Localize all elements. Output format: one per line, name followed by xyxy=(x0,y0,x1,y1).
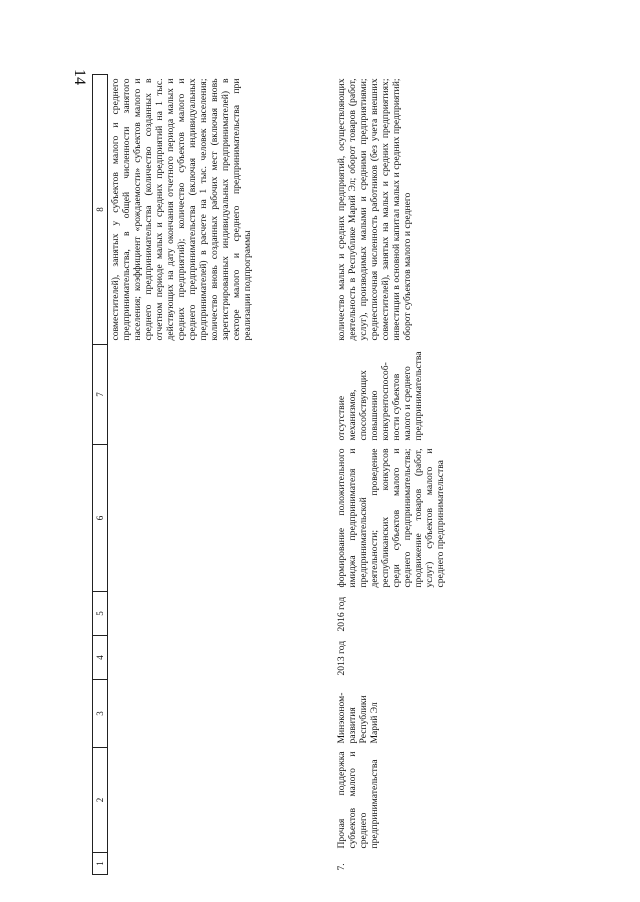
header-col-1: 1 xyxy=(93,853,108,875)
row-number: 7. xyxy=(335,863,347,871)
header-col-2: 2 xyxy=(93,748,108,853)
page-number: 14 xyxy=(71,69,88,85)
header-col-4: 4 xyxy=(93,636,108,680)
consequences: отсутствие механизмов, способствующих повышению конкурентоспособ-ности субъектов малого и среднего предпринимательства xyxy=(335,351,424,441)
table-row-7 xyxy=(330,75,590,875)
measure-name: Прочая поддержка субъектов малого и среднего предпринимательства xyxy=(335,751,380,849)
program-table xyxy=(92,74,589,875)
header-col-7: 7 xyxy=(93,345,108,445)
rotated-table-container xyxy=(92,75,589,875)
start-year: 2013 год xyxy=(335,640,347,676)
continued-indicators-cell: совместителей), занятых у субъектов малого и среднего предпринимательства, в общей численности занятого населения; коэффициент «рождаемости» субъектов малого и среднего предпринимательства (количество созданных в отчетном периоде малых и средних предприятий на 1 тыс. действующих на дату окончания отчетного периода малых и средних предприятий); количество субъектов малого и среднего предпринимательства (включая индивидуальных предпринимателей) в расчете на 1 тыс. человек населения; количество вновь созданных рабочих мест (включая вновь зарегистрированных индивидуальных предпринимателей) в секторе малого и среднего предпринимательства при реализации подпрограммы xyxy=(110,78,254,341)
indicators: количество малых и средних предприятий, осуществляющих деятельность в Республике Марий Эл; оборот товаров (работ, услуг), производимых малыми и средними предприятиями; среднесписочная численность работников (без учета внешних совместителей), занятых на малых и средних предприятиях; инвестиции в основной капитал малых и средних предприятий; оборот субъектов малого и среднего xyxy=(335,78,413,341)
header-col-8: 8 xyxy=(93,75,108,345)
header-col-6: 6 xyxy=(93,445,108,592)
header-col-5: 5 xyxy=(93,592,108,636)
table-row-continued xyxy=(108,75,330,875)
header-col-3: 3 xyxy=(93,680,108,748)
end-year: 2016 год xyxy=(335,596,347,632)
executor: Минэконом-развития Республики Марий Эл xyxy=(335,692,380,744)
header-row xyxy=(93,75,108,875)
expected-result: формирование положительного имиджа предпринимателя и предпринимательской деятельности; проведение республиканских конкурсов среди субъектов малого и среднего предпринимательства; продвижение товаров (работ, услуг) субъектов малого и среднего предпринимательства xyxy=(335,448,446,588)
